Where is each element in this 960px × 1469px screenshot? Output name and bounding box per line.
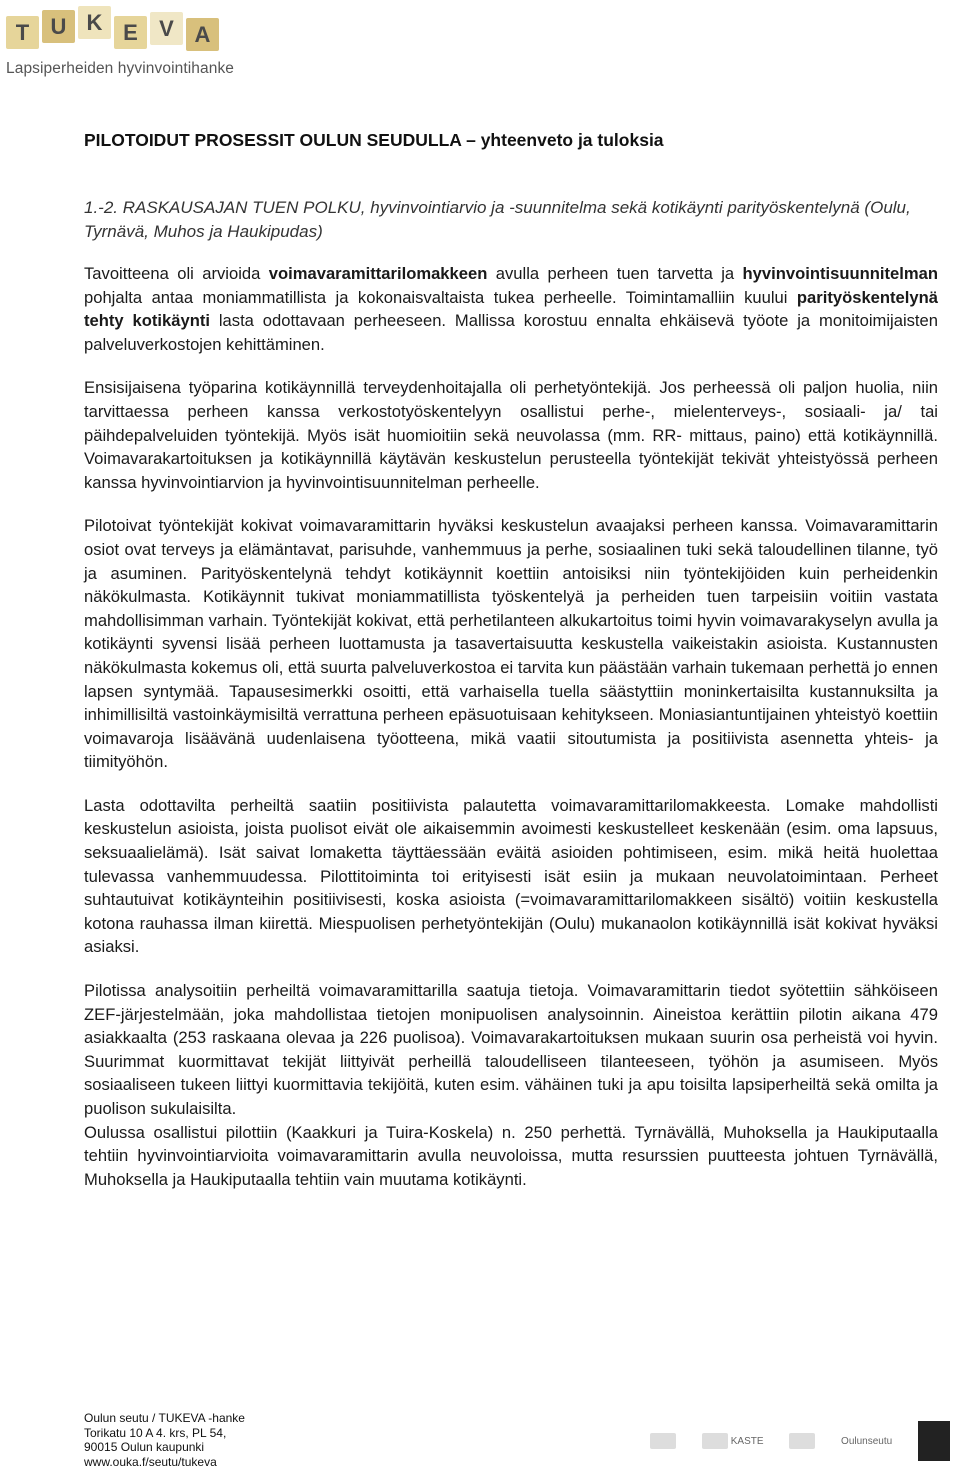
footer-line: Torikatu 10 A 4. krs, PL 54, <box>84 1426 245 1441</box>
paragraph-5: Pilotissa analysoitiin perheiltä voimavaramittarilla saatuja tietoja. Voimavaramittarin tiedot syötettiin sähköiseen ZEF-järjestelmään, joka mahdollistaa tietojen monipuolisen analysoinnin. Aineistoa kerättiin pilotin aikana 479 asiakkaalta (253 raskaana olevaa ja 226 puolisoa). Voimavarakartoituksen mukaan suurin osa perheistä voi hyvin. Suurimmat kuormittavat tekijät liittyivät perheillä taloudelliseen tilanteeseen, työhön ja asumiseen. Myös sosiaaliseen tukeen liittyi kuormittavia tekijöitä, kuten esim. vähäinen tuki ja apu toisilta lapsiperheiltä sekä omilta ja puolison sukulaisilta. <box>84 979 938 1121</box>
kaste-icon <box>702 1433 728 1449</box>
municipality-logo <box>789 1433 815 1449</box>
eu-flag-icon <box>650 1433 676 1449</box>
page-title: PILOTOIDUT PROSESSIT OULUN SEUDULLA – yhteenveto ja tuloksia <box>84 128 938 152</box>
logo-tile: K <box>78 6 111 39</box>
kaste-logo: KASTE <box>702 1433 764 1449</box>
footer-line: 90015 Oulun kaupunki <box>84 1440 245 1455</box>
paragraph-1: Tavoitteena oli arvioida voimavaramittarilomakkeen avulla perheen tuen tarvetta ja hyvinvointisuunnitelman pohjalta antaa moniammatillista ja kokonaisvaltaista tukea perheelle. Toimintamalliin kuului parityöskentelynä tehty kotikäynti lasta odottavaan perheeseen. Mallissa korostuu ennalta ehkäisevä työote ja monitoimijaisten palveluverkostojen kehittäminen. <box>84 262 938 356</box>
paragraph-4: Lasta odottavilta perheiltä saatiin positiivista palautetta voimavaramittarilomakkeesta. Lomake mahdollisti keskustelun asioista, joista puolisot eivät ole aikaisemmin avoimesti keskustelleet keskenään (esim. oma lapsuus, seksuaalielämä). Isät saivat lomaketta täyttäessään eväitä asioiden pohtimiseen, esim. mikä heitä huolettaa tulevassa vanhemmuudessa. Pilottitoiminta toi erityisesti isät esiin ja mukaan neuvolatoimintaan. Perheet suhtautuivat kotikäynteihin positiivisesti, koska asioista (=voimavaramittarilomakkeen sisältö) voitiin keskustella kotona rauhassa ilman kiirettä. Miespuolisen perhetyöntekijän (Oulu) mukanaolon kotikäynnillä isät kokivat hyväksi asiaksi. <box>84 794 938 959</box>
tukeva-logo <box>6 6 251 84</box>
logo-tile: A <box>186 18 219 51</box>
oulunseutu-logo: Oulunseutu <box>841 1436 892 1447</box>
footer-address <box>84 1411 245 1469</box>
section-title: 1.-2. RASKAUSAJAN TUEN POLKU, hyvinvointiarvio ja -suunnitelma sekä kotikäynti parityöskentelynä (Oulu, Tyrnävä, Muhos ja Haukipudas) <box>84 196 938 244</box>
document-body <box>84 128 938 1191</box>
paragraph-2: Ensisijaisena työparina kotikäynnillä terveydenhoitajalla oli perhetyöntekijä. Jos perheessä oli paljon huolia, niin tarvittaessa perheen kanssa verkostotyöskentelyyn osallistui perhe-, mielenterveys-, sosiaali- ja/ tai päihdepalveluiden työntekijä. Myös isät huomioitiin sekä neuvolassa (mm. RR- mittaus, paino) että kotikäynnillä. Voimavarakartoituksen ja kotikäynnillä käytävän keskustelun perusteella työntekijät tekivät yhteistyössä perheen kanssa hyvinvointiarvion ja hyvinvointisuunnitelman perheelle. <box>84 376 938 494</box>
logo-subtitle: Lapsiperheiden hyvinvointihanke <box>6 60 234 78</box>
paragraph-6: Oulussa osallistui pilottiin (Kaakkuri ja Tuira-Koskela) n. 250 perhettä. Tyrnävällä, Muhoksella ja Haukiputaalla tehtiin hyvinvointiarvioita voimavaramittarin avulla neuvoloissa, mutta resurssien puutteesta johtuen Tyrnävällä, Muhoksella ja Haukiputaalla tehtiin vain muutama kotikäynti. <box>84 1121 938 1192</box>
partner-logos <box>650 1418 950 1464</box>
logo-tile: U <box>42 10 75 43</box>
logo-tiles <box>6 6 251 54</box>
logo-tile: E <box>114 16 147 49</box>
paragraph-3: Pilotoivat työntekijät kokivat voimavaramittarin hyväksi keskustelun avaajaksi perheen kanssa. Voimavaramittarin osiot ovat terveys ja elämäntavat, parisuhde, vanhemmuus ja perhe, sosiaalinen tuki sekä taloudellinen tilanne, työ ja asuminen. Parityöskentelynä tehdyt kotikäynnit koettiin antoisiksi niin työntekijöiden kuin perheidenkin näkökulmasta. Kotikäynnit tukivat moniammatillista työskentelyä ja perheiden tuen tarpeisiin voitiin vastata mahdollisimman varhain. Työntekijät kokivat, että perhetilanteen alkukartoitus toimi hyvin voimavarakyselyn avulla ja kotikäynti syvensi lisää perheen luottamusta ja tasavertaisuutta keskustella vaikeistakin asioista. Kustannusten näkökulmasta kokemus oli, että suurta palveluverkostoa ei tarvita kun päästään varhain tukemaan perhettä jo ennen lapsen syntymää. Tapausesimerkki osoitti, että varhaisella tuella säästyttiin moninkertaisilta kustannuksilta ja inhimillisiltä vastoinkäymisiltä verrattuna perheen epäsuotuisaan kehitykseen. Moniasiantuntijainen yhteistyö koettiin voimavaroja lisäävänä uudenlaisena työotteena, mikä vaatii sitoutumista ja positiivista asennetta yhteis- ja tiimityöhön. <box>84 514 938 774</box>
eu-logo <box>650 1433 676 1449</box>
logo-tile: T <box>6 16 39 49</box>
ministry-logo <box>918 1421 950 1461</box>
footer-link[interactable]: www.ouka.f/seutu/tukeva <box>84 1455 245 1469</box>
logo-tile: V <box>150 12 183 45</box>
municipality-icon <box>789 1433 815 1449</box>
footer-line: Oulun seutu / TUKEVA -hanke <box>84 1411 245 1426</box>
